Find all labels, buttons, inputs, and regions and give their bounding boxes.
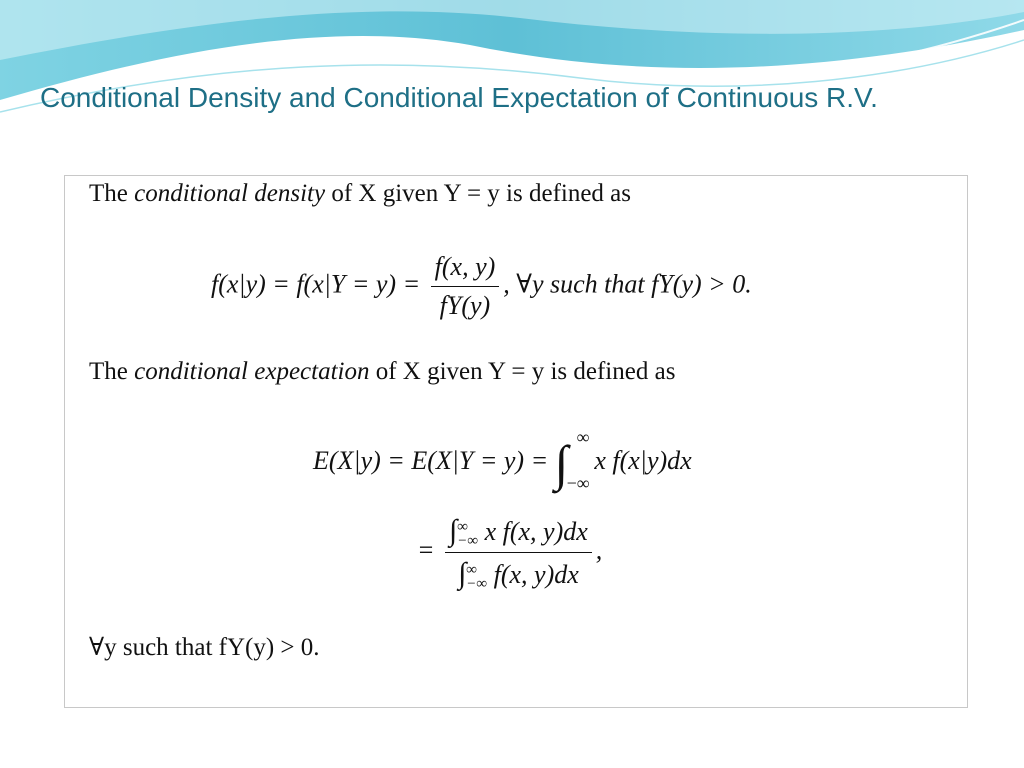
numerator: f(x, y) bbox=[431, 252, 500, 287]
paragraph-conditional-density bbox=[89, 180, 631, 208]
numerator-integrand: x f(x, y)dx bbox=[484, 517, 588, 546]
fraction bbox=[431, 252, 500, 321]
comma: , bbox=[595, 535, 603, 565]
slide-title: Conditional Density and Conditional Expectation of Continuous R.V. bbox=[40, 82, 878, 113]
lower-limit: −∞ bbox=[566, 473, 590, 493]
equation-conditional-expectation bbox=[313, 427, 692, 493]
text: of X given Y = y is defined as bbox=[325, 180, 632, 207]
lower-limit: −∞ bbox=[466, 576, 488, 593]
lower-limit: −∞ bbox=[457, 533, 479, 550]
integral-sign: ∫ bbox=[449, 514, 458, 547]
formula-panel bbox=[64, 175, 968, 708]
eq-condition: , ∀y such that fY(y) > 0. bbox=[503, 269, 752, 299]
text: The bbox=[89, 358, 135, 385]
denominator-integrand: f(x, y)dx bbox=[493, 560, 579, 590]
equals: = bbox=[417, 535, 442, 565]
limits bbox=[466, 563, 487, 591]
text: of X given Y = y is defined as bbox=[369, 358, 676, 385]
upper-limit: ∞ bbox=[576, 427, 590, 447]
fraction bbox=[445, 514, 592, 591]
integral-sign: ∫ ∞ −∞ bbox=[554, 427, 590, 493]
upper-limit: ∞ bbox=[457, 519, 468, 536]
denominator: fY(y) bbox=[439, 291, 491, 320]
integrand: x f(x|y)dx bbox=[594, 445, 692, 475]
limits bbox=[457, 520, 478, 548]
text: The bbox=[89, 180, 135, 207]
equation-conditional-density bbox=[211, 252, 752, 321]
eq-lhs: f(x|y) = f(x|Y = y) = bbox=[211, 269, 427, 299]
numerator bbox=[445, 514, 592, 553]
denominator bbox=[445, 553, 592, 591]
paragraph-conditional-expectation bbox=[89, 358, 675, 386]
integral-sign: ∫ bbox=[458, 557, 467, 591]
term-conditional-expectation: conditional expectation bbox=[134, 358, 370, 385]
paragraph-condition: ∀y such that fY(y) > 0. bbox=[89, 634, 320, 661]
eq-lhs: E(X|y) = E(X|Y = y) = bbox=[313, 445, 555, 475]
term-conditional-density: conditional density bbox=[134, 180, 326, 207]
upper-limit: ∞ bbox=[466, 562, 477, 579]
equation-ratio bbox=[417, 514, 602, 591]
